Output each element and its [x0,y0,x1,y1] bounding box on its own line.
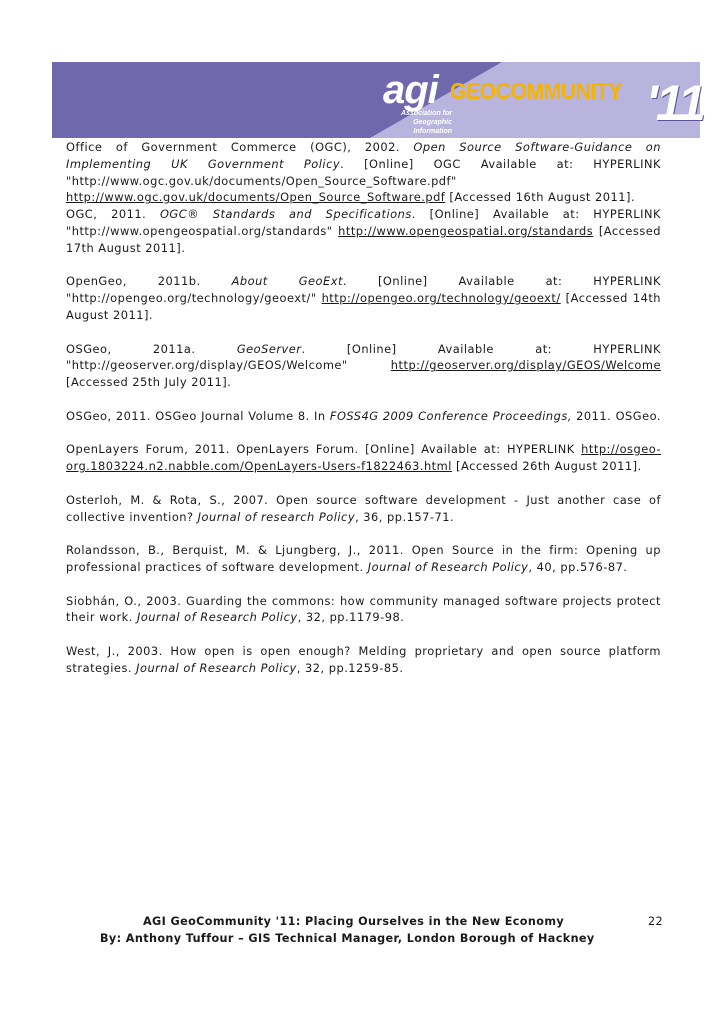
reference-link[interactable]: http://www.opengeospatial.org/standards [338,223,594,238]
reference-text: OpenLayers Forum, 2011. OpenLayers Forum. [Online] Available at: HYPERLINK [66,442,582,457]
reference-entry [66,593,661,627]
footer-author: By: Anthony Tuffour – GIS Technical Manager, London Borough of Hackney [100,932,595,945]
reference-text: OSGeo, 2011a. [66,341,237,356]
logo-subtitle [382,109,452,136]
reference-text: [Accessed 25th July 2011]. [66,375,232,390]
geocommunity-logo-text: GEOCOMMUNITY [450,78,622,104]
reference-text: OSGeo, 2011. OSGeo Journal Volume 8. In [66,408,330,423]
reference-entry [66,273,661,323]
reference-text: 2011. OSGeo. [571,408,661,423]
reference-title: Journal of research Policy [197,509,356,524]
reference-title: OGC® Standards and Specifications [159,207,412,222]
reference-title: Journal of Research Policy [136,610,298,625]
reference-link[interactable]: http://opengeo.org/technology/geoext/ [321,291,561,306]
reference-entry [66,643,661,677]
footer-conference-title: AGI GeoCommunity '11: Placing Ourselves in the New Economy [143,915,565,928]
reference-text: [Accessed 14th August 2011]. [66,291,661,322]
logo-subtitle-line-2: Geographic Information [413,119,452,135]
reference-text: OpenGeo, 2011b. [66,274,232,289]
reference-entry [66,542,661,576]
reference-text: . [Online] Available at: HYPERLINK "http://opengeo.org/technology/geoext/" [66,274,661,306]
reference-text: Rolandsson, B., Berquist, M. & Ljungberg, J., 2011. Open Source in the firm: Opening up professional practices of software development. [66,543,661,574]
reference-text: [Accessed 26th August 2011]. [451,459,642,474]
reference-text: OGC, 2011. [66,207,160,222]
reference-text: , 32, pp.1179-98. [297,610,405,625]
reference-text: Siobhán, O., 2003. Guarding the commons: how community managed software projects protect their work. [66,593,661,625]
reference-text: , 36, pp.157-71. [355,509,455,524]
reference-link[interactable]: http://www.ogc.gov.uk/documents/Open_Source_Software.pdf [66,190,446,205]
reference-text: . [Online] Available at: HYPERLINK "http://geoserver.org/display/GEOS/Welcome" [66,341,662,373]
reference-text: [Accessed 17th August 2011]. [66,223,662,255]
logo-subtitle-line-1: Association for [401,110,452,117]
reference-title: Journal of Research Policy [136,660,297,675]
logo-year: '11 [646,75,704,131]
reference-entry [66,139,661,206]
reference-text: . [Online] OGC Available at: HYPERLINK "http://www.ogc.gov.uk/documents/Open_Source_Software.pdf" [66,156,661,188]
reference-title: GeoServer [236,341,302,356]
reference-entry [66,341,661,391]
reference-text: West, J., 2003. How open is open enough? Melding proprietary and open source platform strategies. [66,643,661,675]
reference-text: [Accessed 16th August 2011]. [445,190,636,205]
page-number: 22 [648,915,664,928]
agi-logo: agi [383,68,438,112]
reference-text: Osterloh, M. & Rota, S., 2007. Open source software development - Just another case of collective invention? [66,492,661,524]
reference-title: FOSS4G 2009 Conference Proceedings, [329,408,572,423]
reference-link[interactable]: http://geoserver.org/display/GEOS/Welcome [390,358,661,373]
reference-text: . [Online] Available at: HYPERLINK "http://www.opengeospatial.org/standards" [66,207,662,238]
reference-link[interactable]: http://osgeo-org.1803224.n2.nabble.com/OpenLayers-Users-f1822463.html [66,442,661,474]
reference-entry [66,206,661,256]
reference-entry [66,492,661,526]
reference-entry [66,441,661,475]
reference-text: , 40, pp.576-87. [528,559,628,574]
references-list [66,139,661,693]
reference-title: About GeoExt [231,274,343,289]
reference-title: Journal of Research Policy [367,559,529,574]
reference-title: Open Source Software-Guidance on Implementing UK Government Policy [66,140,661,171]
reference-text: , 32, pp.1259-85. [296,660,404,675]
reference-text: Office of Government Commerce (OGC), 2002. [66,140,414,154]
reference-entry [66,408,661,425]
